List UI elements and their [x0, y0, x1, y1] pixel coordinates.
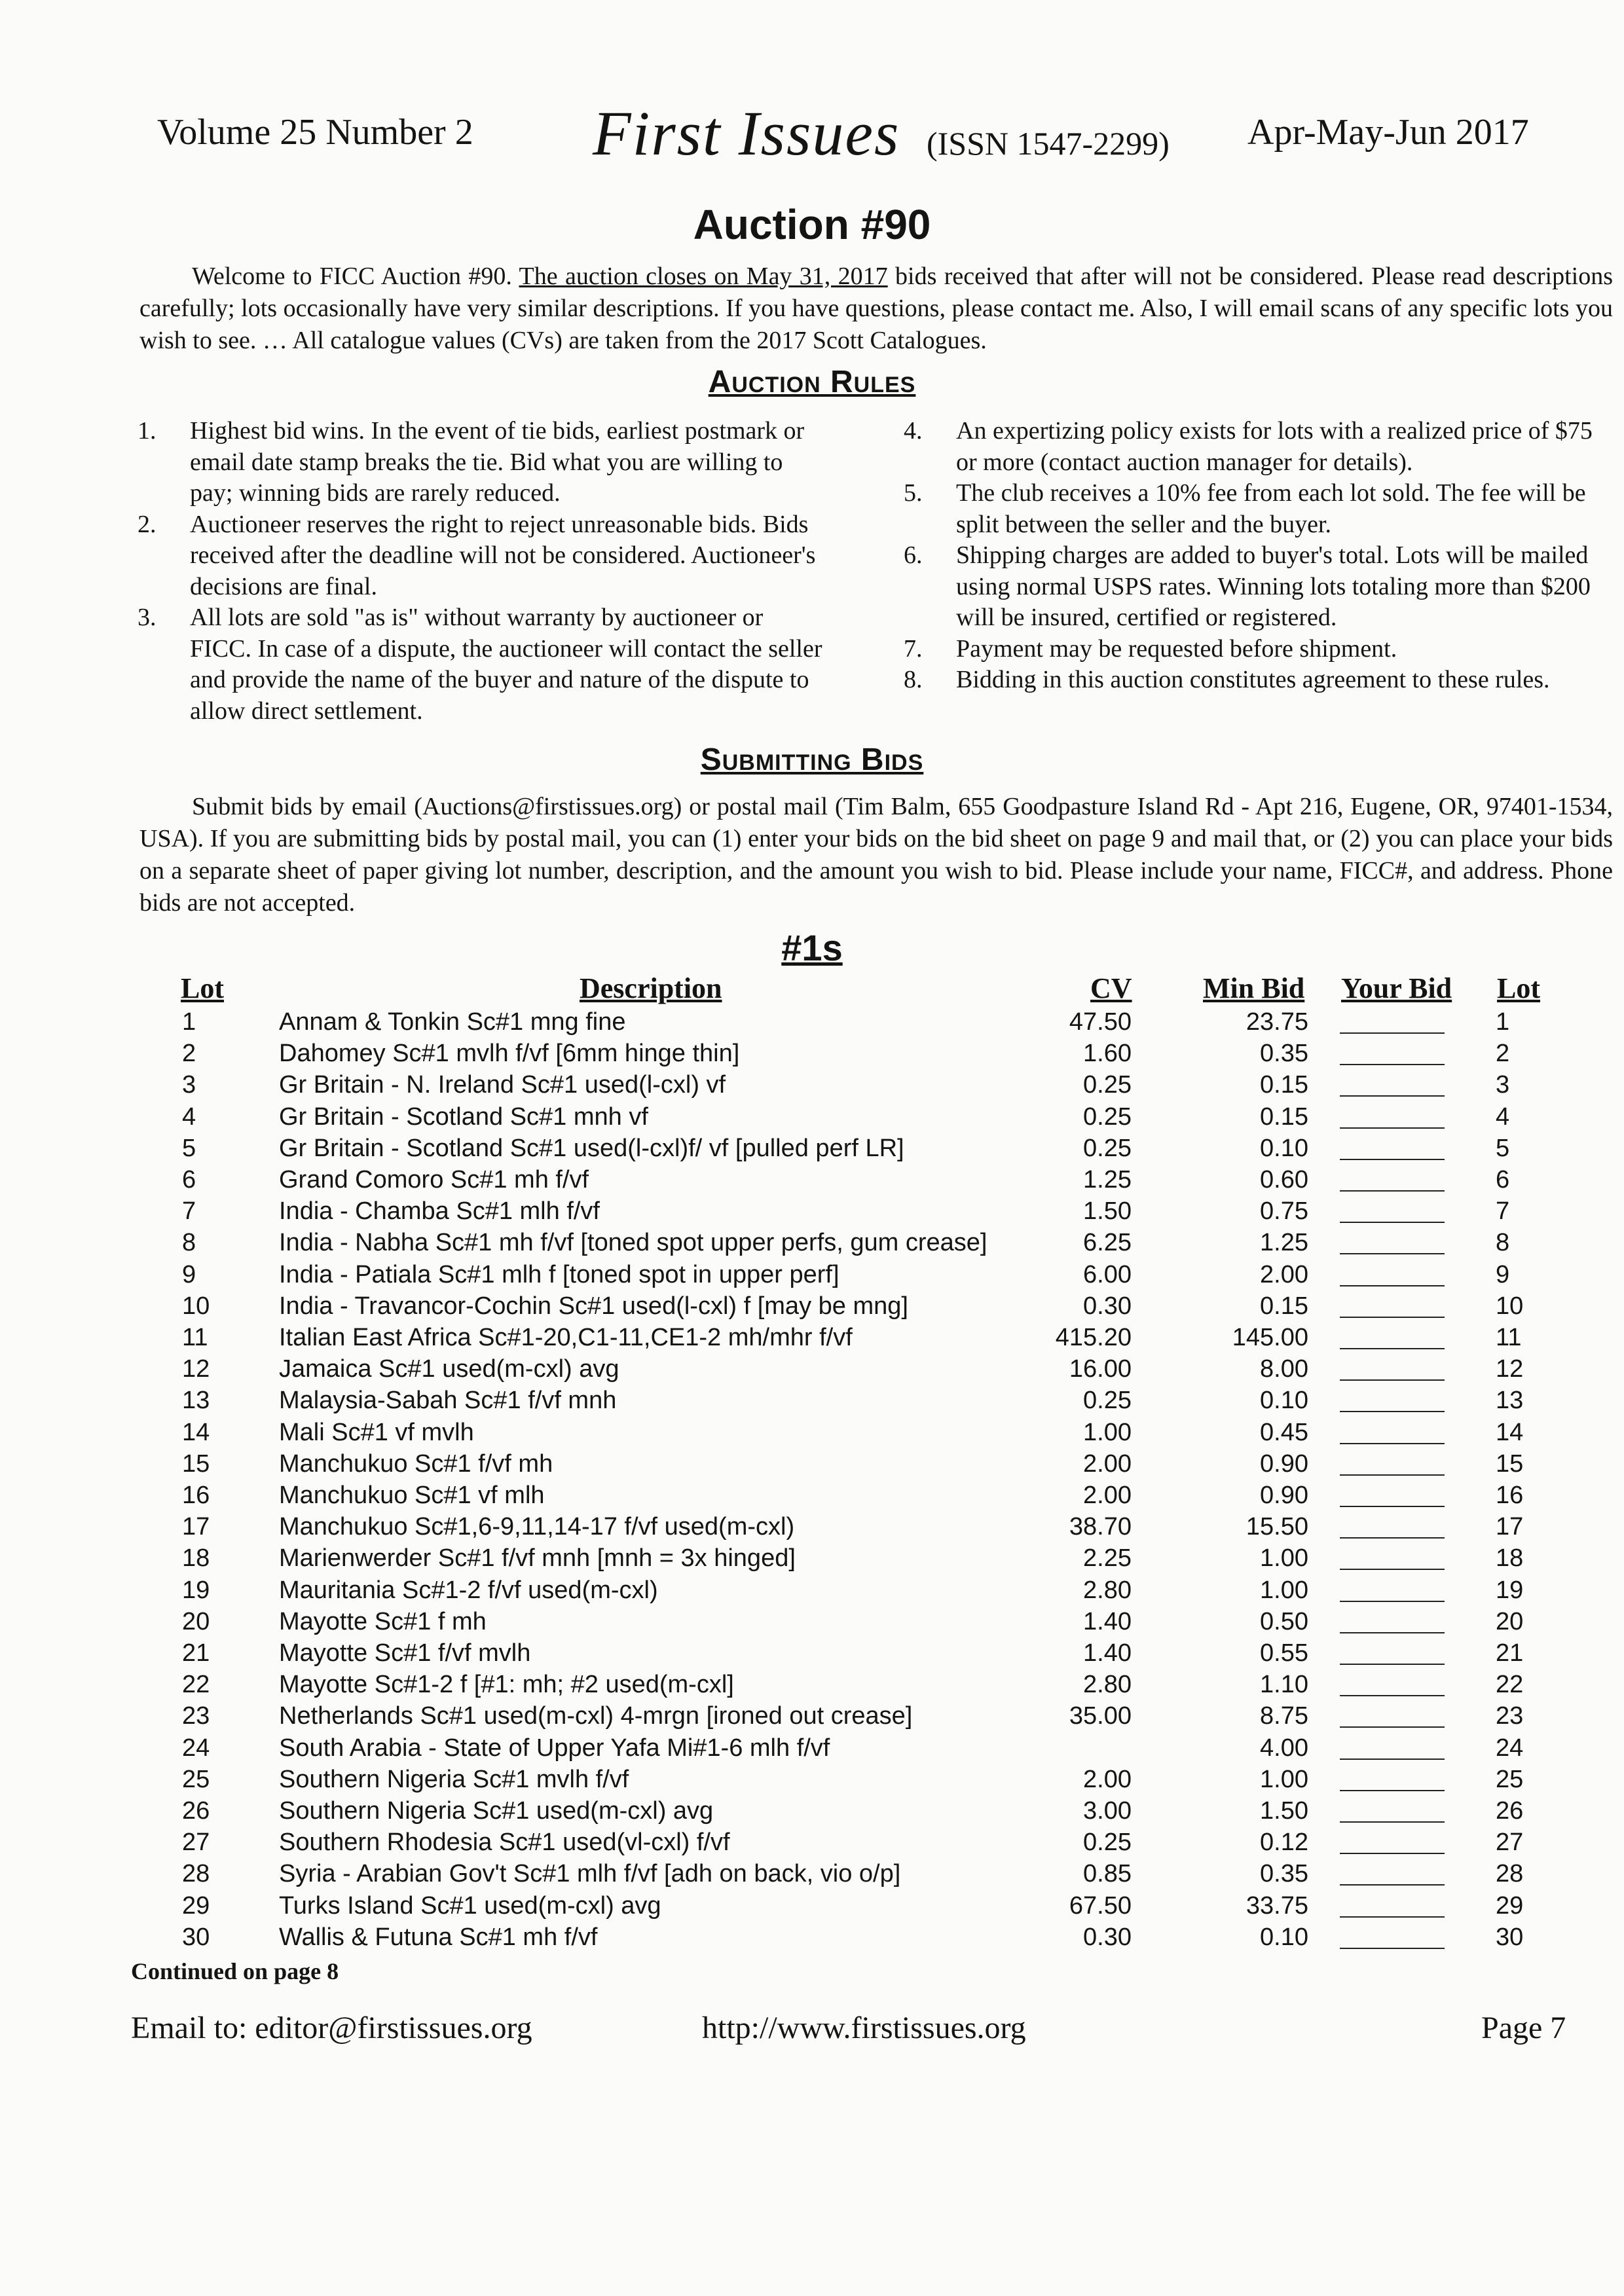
lot-number-right: 27	[1496, 1829, 1524, 1857]
table-row	[0, 1795, 1624, 1827]
lot-number: 18	[182, 1544, 210, 1573]
your-bid-blank[interactable]	[1340, 1348, 1445, 1349]
table-row	[0, 1322, 1624, 1353]
table-row	[0, 1606, 1624, 1637]
lot-number-right: 9	[1496, 1260, 1510, 1288]
rule-text: All lots are sold "as is" without warranty by auctioneer or FICC. In case of a dispute, the auctioneer will contact the seller and provide the name of the buyer and nature of the dispute to allow direct settlement.	[190, 604, 822, 725]
your-bid-blank[interactable]	[1340, 1095, 1445, 1097]
lot-description: South Arabia - State of Upper Yafa Mi#1-6 mlh f/vf	[279, 1734, 830, 1762]
lot-number-right: 28	[1496, 1860, 1524, 1888]
min-bid: 0.10	[1260, 1387, 1308, 1415]
lot-number-right: 8	[1496, 1229, 1510, 1257]
lot-number-right: 23	[1496, 1702, 1524, 1730]
rule-item	[138, 602, 825, 727]
welcome-paragraph	[139, 261, 1613, 357]
table-row	[0, 1480, 1624, 1511]
issn: (ISSN 1547-2299)	[927, 125, 1170, 162]
lot-number: 13	[182, 1387, 210, 1415]
your-bid-blank[interactable]	[1340, 1758, 1445, 1760]
rule-item	[904, 478, 1611, 540]
lot-description: Mauritania Sc#1-2 f/vf used(m-cxl)	[279, 1576, 658, 1604]
lot-number-right: 3	[1496, 1071, 1510, 1099]
rule-item	[904, 416, 1611, 478]
lot-number-right: 25	[1496, 1765, 1524, 1793]
your-bid-blank[interactable]	[1340, 1726, 1445, 1728]
lot-number-right: 19	[1496, 1576, 1524, 1604]
rule-item	[138, 509, 825, 603]
lot-description: Gr Britain - Scotland Sc#1 used(l-cxl)f/ vf [pulled perf LR]	[279, 1134, 904, 1162]
table-row	[0, 1448, 1624, 1480]
min-bid: 0.10	[1260, 1134, 1308, 1162]
lot-number: 29	[182, 1891, 210, 1920]
column-header-description: Description	[580, 972, 722, 1004]
lot-number-right: 20	[1496, 1607, 1524, 1635]
footer-url: http://www.firstissues.org	[702, 2011, 1026, 2045]
continued-note: Continued on page 8	[131, 1958, 339, 1984]
lot-number-right: 1	[1496, 1008, 1510, 1036]
rules-column-left	[138, 416, 825, 727]
min-bid: 1.25	[1260, 1229, 1308, 1257]
table-row	[0, 1195, 1624, 1227]
your-bid-blank[interactable]	[1340, 1127, 1445, 1129]
catalogue-value: 0.25	[1083, 1387, 1132, 1415]
lot-description: Manchukuo Sc#1 f/vf mh	[279, 1449, 553, 1478]
lot-description: Manchukuo Sc#1 vf mlh	[279, 1482, 545, 1509]
welcome-text-end: bids received that after will not be considered. Please read descriptions carefully; lots occasionally have very similar descriptions. If you have questions, please contact me. Also, I will email scans of any specific lots you wish to see. … All catalogue values (CVs) are taken from the 2017 Scott Catalogues.	[139, 263, 1613, 354]
catalogue-value: 6.00	[1083, 1260, 1132, 1288]
rule-text: Shipping charges are added to buyer's total. Lots will be mailed using normal USPS rates. Winning lots totaling more than $200 will be insured, certified or registered.	[956, 541, 1591, 631]
min-bid: 2.00	[1260, 1260, 1308, 1288]
catalogue-value: 67.50	[1069, 1891, 1132, 1920]
your-bid-blank[interactable]	[1340, 1821, 1445, 1823]
column-header-lot-right: Lot	[1497, 972, 1540, 1004]
rules-column-right	[904, 416, 1611, 696]
min-bid: 1.50	[1260, 1797, 1308, 1825]
catalogue-value: 1.25	[1083, 1166, 1132, 1194]
lot-description: Marienwerder Sc#1 f/vf mnh [mnh = 3x hinged]	[279, 1544, 796, 1573]
lot-number-right: 26	[1496, 1797, 1524, 1825]
lot-description: India - Travancor-Cochin Sc#1 used(l-cxl) f [may be mng]	[279, 1292, 908, 1320]
column-header-min-bid: Min Bid	[1203, 972, 1305, 1004]
auction-rules-heading: Auction Rules	[708, 365, 916, 399]
rule-text: Payment may be requested before shipment.	[956, 634, 1397, 663]
rule-number: 3.	[138, 604, 157, 631]
lot-description: Mayotte Sc#1 f/vf mvlh	[279, 1639, 531, 1667]
catalogue-value: 3.00	[1083, 1797, 1132, 1825]
rule-number: 2.	[138, 510, 157, 538]
lot-number-right: 30	[1496, 1923, 1524, 1951]
your-bid-blank[interactable]	[1340, 1884, 1445, 1886]
table-row	[0, 1417, 1624, 1448]
submitting-bids-heading: Submitting Bids	[700, 742, 924, 777]
min-bid: 0.75	[1260, 1197, 1308, 1226]
your-bid-blank[interactable]	[1340, 1506, 1445, 1507]
lot-number-right: 16	[1496, 1482, 1524, 1509]
table-row	[0, 1732, 1624, 1764]
table-row	[0, 1069, 1624, 1101]
rule-number: 4.	[904, 417, 923, 445]
your-bid-blank[interactable]	[1340, 1032, 1445, 1034]
your-bid-blank[interactable]	[1340, 1601, 1445, 1602]
catalogue-value: 0.30	[1083, 1923, 1132, 1951]
catalogue-value: 2.00	[1083, 1765, 1132, 1793]
catalogue-value: 0.25	[1083, 1134, 1132, 1162]
lot-description: Netherlands Sc#1 used(m-cxl) 4-mrgn [ironed out crease]	[279, 1702, 913, 1730]
catalogue-value: 1.00	[1083, 1418, 1132, 1446]
lot-number: 10	[182, 1292, 210, 1320]
your-bid-blank[interactable]	[1340, 1948, 1445, 1949]
lot-description: Gr Britain - N. Ireland Sc#1 used(l-cxl) vf	[279, 1071, 726, 1099]
catalogue-value: 1.40	[1083, 1639, 1132, 1667]
section-heading: #1s	[781, 927, 843, 968]
lot-number: 16	[182, 1482, 210, 1509]
min-bid: 1.00	[1260, 1576, 1308, 1604]
lot-description: Mayotte Sc#1 f mh	[279, 1607, 487, 1635]
table-row	[0, 1038, 1624, 1069]
lot-number-right: 14	[1496, 1418, 1524, 1446]
table-row	[0, 1637, 1624, 1669]
rule-text: Highest bid wins. In the event of tie bids, earliest postmark or email date stamp breaks the tie. Bid what you are willing to pay; winning bids are rarely reduced.	[190, 417, 805, 507]
lot-number-right: 15	[1496, 1449, 1524, 1478]
your-bid-blank[interactable]	[1340, 1411, 1445, 1412]
lot-description: India - Nabha Sc#1 mh f/vf [toned spot upper perfs, gum crease]	[279, 1229, 987, 1257]
rule-item	[904, 665, 1611, 696]
min-bid: 0.15	[1260, 1071, 1308, 1099]
rule-text: Bidding in this auction constitutes agreement to these rules.	[956, 666, 1550, 693]
rule-item	[138, 416, 825, 509]
lot-number: 28	[182, 1860, 210, 1888]
rule-number: 7.	[904, 634, 923, 663]
lot-number: 17	[182, 1513, 210, 1541]
lot-number-right: 11	[1496, 1324, 1522, 1351]
lot-description: Syria - Arabian Gov't Sc#1 mlh f/vf [adh on back, vio o/p]	[279, 1860, 901, 1888]
table-row	[0, 1290, 1624, 1322]
lot-number: 24	[182, 1734, 210, 1762]
lot-description: Turks Island Sc#1 used(m-cxl) avg	[279, 1891, 661, 1920]
table-row	[0, 1164, 1624, 1195]
table-row	[0, 1353, 1624, 1385]
lot-number: 11	[182, 1324, 208, 1351]
lot-number: 1	[182, 1008, 196, 1036]
lot-number: 12	[182, 1355, 210, 1383]
lot-description: Mali Sc#1 vf mvlh	[279, 1418, 474, 1446]
catalogue-value: 6.25	[1083, 1229, 1132, 1257]
rule-text: An expertizing policy exists for lots with a realized price of $75 or more (contact auction manager for details).	[956, 417, 1593, 476]
lot-number: 3	[182, 1071, 196, 1099]
table-row	[0, 1669, 1624, 1700]
lot-number-right: 4	[1496, 1102, 1510, 1131]
lot-description: Southern Rhodesia Sc#1 used(vl-cxl) f/vf	[279, 1829, 730, 1857]
catalogue-value: 415.20	[1055, 1324, 1132, 1351]
min-bid: 15.50	[1246, 1513, 1308, 1541]
lot-number-right: 18	[1496, 1544, 1524, 1573]
your-bid-blank[interactable]	[1340, 1664, 1445, 1665]
table-row	[0, 1575, 1624, 1606]
your-bid-blank[interactable]	[1340, 1632, 1445, 1633]
lot-number-right: 22	[1496, 1671, 1524, 1699]
rule-number: 8.	[904, 666, 923, 693]
min-bid: 0.15	[1260, 1102, 1308, 1131]
min-bid: 0.10	[1260, 1923, 1308, 1951]
catalogue-value: 1.50	[1083, 1197, 1132, 1226]
rule-item	[904, 634, 1611, 665]
table-row	[0, 1700, 1624, 1732]
your-bid-blank[interactable]	[1340, 1537, 1445, 1539]
table-row	[0, 1385, 1624, 1416]
lot-number: 6	[182, 1166, 196, 1194]
catalogue-value: 0.85	[1083, 1860, 1132, 1888]
min-bid: 0.45	[1260, 1418, 1308, 1446]
footer-email: Email to: editor@firstissues.org	[131, 2011, 532, 2045]
lot-number: 7	[182, 1197, 196, 1226]
auction-title: Auction #90	[693, 201, 931, 248]
table-row	[0, 1922, 1624, 1953]
lot-description: Southern Nigeria Sc#1 mvlh f/vf	[279, 1765, 629, 1793]
table-row	[0, 1858, 1624, 1889]
lot-number: 23	[182, 1702, 210, 1730]
min-bid: 0.35	[1260, 1860, 1308, 1888]
min-bid: 8.00	[1260, 1355, 1308, 1383]
lot-number: 21	[182, 1639, 210, 1667]
min-bid: 33.75	[1246, 1891, 1308, 1920]
lot-number: 8	[182, 1229, 196, 1257]
lot-description: Malaysia-Sabah Sc#1 f/vf mnh	[279, 1387, 617, 1415]
catalogue-value: 1.40	[1083, 1607, 1132, 1635]
min-bid: 0.90	[1260, 1482, 1308, 1509]
newsletter-title: First Issues	[593, 98, 900, 168]
min-bid: 145.00	[1232, 1324, 1308, 1351]
lot-number: 2	[182, 1040, 196, 1068]
lot-number-right: 21	[1496, 1639, 1524, 1667]
min-bid: 1.00	[1260, 1544, 1308, 1573]
lot-number: 20	[182, 1607, 210, 1635]
column-header-cv: CV	[1090, 972, 1132, 1004]
rule-number: 1.	[138, 417, 157, 445]
table-row	[0, 1101, 1624, 1133]
your-bid-blank[interactable]	[1340, 1443, 1445, 1444]
catalogue-value: 47.50	[1069, 1008, 1132, 1036]
lot-number: 19	[182, 1576, 210, 1604]
table-row	[0, 1133, 1624, 1164]
lot-number: 5	[182, 1134, 196, 1162]
lot-number-right: 7	[1496, 1197, 1510, 1226]
catalogue-value: 0.25	[1083, 1829, 1132, 1857]
lot-number: 9	[182, 1260, 196, 1288]
your-bid-blank[interactable]	[1340, 1190, 1445, 1192]
catalogue-value: 1.60	[1083, 1040, 1132, 1068]
lot-number-right: 24	[1496, 1734, 1524, 1762]
min-bid: 0.35	[1260, 1040, 1308, 1068]
lot-number: 15	[182, 1449, 210, 1478]
your-bid-blank[interactable]	[1340, 1379, 1445, 1381]
lot-description: India - Chamba Sc#1 mlh f/vf	[279, 1197, 600, 1226]
submitting-bids-paragraph: Submit bids by email (Auctions@firstissues.org) or postal mail (Tim Balm, 655 Goodpasture Island Rd - Apt 216, Eugene, OR, 97401-1534, USA). If you are submitting bids by postal mail, you can (1) enter your bids on the bid sheet on page 9 and mail that, or (2) you can place your bids on a separate sheet of paper giving lot number, description, and the amount you wish to bid. Please include your name, FICC#, and address. Phone bids are not accepted.	[139, 793, 1613, 917]
lot-number: 25	[182, 1765, 210, 1793]
rule-text: Auctioneer reserves the right to reject unreasonable bids. Bids received after the deadline will not be considered. Auctioneer's decisions are final.	[190, 510, 816, 600]
lot-description: Southern Nigeria Sc#1 used(m-cxl) avg	[279, 1797, 714, 1825]
lot-number-right: 10	[1496, 1292, 1524, 1320]
min-bid: 8.75	[1260, 1702, 1308, 1730]
table-row	[0, 1890, 1624, 1922]
lot-description: Annam & Tonkin Sc#1 mng fine	[279, 1008, 626, 1036]
lot-description: Manchukuo Sc#1,6-9,11,14-17 f/vf used(m-cxl)	[279, 1513, 795, 1541]
table-row	[0, 1227, 1624, 1258]
catalogue-value: 0.25	[1083, 1102, 1132, 1131]
page-number: Page 7	[1481, 2011, 1566, 2045]
your-bid-blank[interactable]	[1340, 1916, 1445, 1918]
rule-text: The club receives a 10% fee from each lot sold. The fee will be split between the seller and the buyer.	[956, 479, 1586, 538]
issue-date: Apr-May-Jun 2017	[1247, 112, 1529, 153]
lot-number-right: 5	[1496, 1134, 1510, 1162]
lot-number-right: 2	[1496, 1040, 1510, 1068]
min-bid: 0.15	[1260, 1292, 1308, 1320]
lot-number-right: 17	[1496, 1513, 1524, 1541]
lot-number: 14	[182, 1418, 210, 1446]
your-bid-blank[interactable]	[1340, 1474, 1445, 1476]
lot-number: 22	[182, 1671, 210, 1699]
your-bid-blank[interactable]	[1340, 1159, 1445, 1160]
catalogue-value: 38.70	[1069, 1513, 1132, 1541]
min-bid: 23.75	[1246, 1008, 1308, 1036]
table-row	[0, 1542, 1624, 1574]
min-bid: 0.90	[1260, 1449, 1308, 1478]
your-bid-blank[interactable]	[1340, 1285, 1445, 1286]
table-row	[0, 1259, 1624, 1290]
min-bid: 0.55	[1260, 1639, 1308, 1667]
column-header-lot: Lot	[181, 972, 224, 1004]
min-bid: 1.10	[1260, 1671, 1308, 1699]
your-bid-blank[interactable]	[1340, 1695, 1445, 1696]
min-bid: 1.00	[1260, 1765, 1308, 1793]
lot-number: 30	[182, 1923, 210, 1951]
volume-number: Volume 25 Number 2	[157, 112, 473, 153]
catalogue-value: 2.00	[1083, 1449, 1132, 1478]
lot-description: Dahomey Sc#1 mvlh f/vf [6mm hinge thin]	[279, 1040, 740, 1068]
lot-description: Jamaica Sc#1 used(m-cxl) avg	[279, 1355, 619, 1383]
welcome-text-start: Welcome to FICC Auction #90.	[192, 263, 519, 290]
lot-number: 27	[182, 1829, 210, 1857]
rule-number: 6.	[904, 541, 923, 569]
your-bid-blank[interactable]	[1340, 1253, 1445, 1254]
table-row	[0, 1006, 1624, 1038]
lot-number: 26	[182, 1797, 210, 1825]
min-bid: 0.50	[1260, 1607, 1308, 1635]
your-bid-blank[interactable]	[1340, 1317, 1445, 1318]
lot-description: Gr Britain - Scotland Sc#1 mnh vf	[279, 1102, 648, 1131]
table-row	[0, 1764, 1624, 1795]
lot-description: Mayotte Sc#1-2 f [#1: mh; #2 used(m-cxl]	[279, 1671, 734, 1699]
lot-description: India - Patiala Sc#1 mlh f [toned spot in upper perf]	[279, 1260, 840, 1288]
your-bid-blank[interactable]	[1340, 1569, 1445, 1570]
your-bid-blank[interactable]	[1340, 1853, 1445, 1854]
table-row	[0, 1511, 1624, 1542]
table-row	[0, 1827, 1624, 1858]
lot-number: 4	[182, 1102, 196, 1131]
lot-number-right: 29	[1496, 1891, 1524, 1920]
lot-description: Grand Comoro Sc#1 mh f/vf	[279, 1166, 589, 1194]
catalogue-value: 2.00	[1083, 1482, 1132, 1509]
rule-number: 5.	[904, 479, 923, 507]
catalogue-value: 2.80	[1083, 1671, 1132, 1699]
min-bid: 0.60	[1260, 1166, 1308, 1194]
catalogue-value: 16.00	[1069, 1355, 1132, 1383]
your-bid-blank[interactable]	[1340, 1790, 1445, 1791]
lot-description: Italian East Africa Sc#1-20,C1-11,CE1-2 mh/mhr f/vf	[279, 1324, 853, 1351]
catalogue-value: 35.00	[1069, 1702, 1132, 1730]
catalogue-value: 0.30	[1083, 1292, 1132, 1320]
min-bid: 0.12	[1260, 1829, 1308, 1857]
min-bid: 4.00	[1260, 1734, 1308, 1762]
your-bid-blank[interactable]	[1340, 1064, 1445, 1065]
lot-number-right: 13	[1496, 1387, 1524, 1415]
rule-item	[904, 540, 1611, 634]
lot-number-right: 6	[1496, 1166, 1510, 1194]
catalogue-value: 2.80	[1083, 1576, 1132, 1604]
lot-description: Wallis & Futuna Sc#1 mh f/vf	[279, 1923, 598, 1951]
closing-date-notice: The auction closes on May 31, 2017	[519, 263, 888, 290]
catalogue-value: 2.25	[1083, 1544, 1132, 1573]
catalogue-value: 0.25	[1083, 1071, 1132, 1099]
your-bid-blank[interactable]	[1340, 1222, 1445, 1223]
lot-number-right: 12	[1496, 1355, 1524, 1383]
column-header-your-bid: Your Bid	[1341, 972, 1452, 1004]
